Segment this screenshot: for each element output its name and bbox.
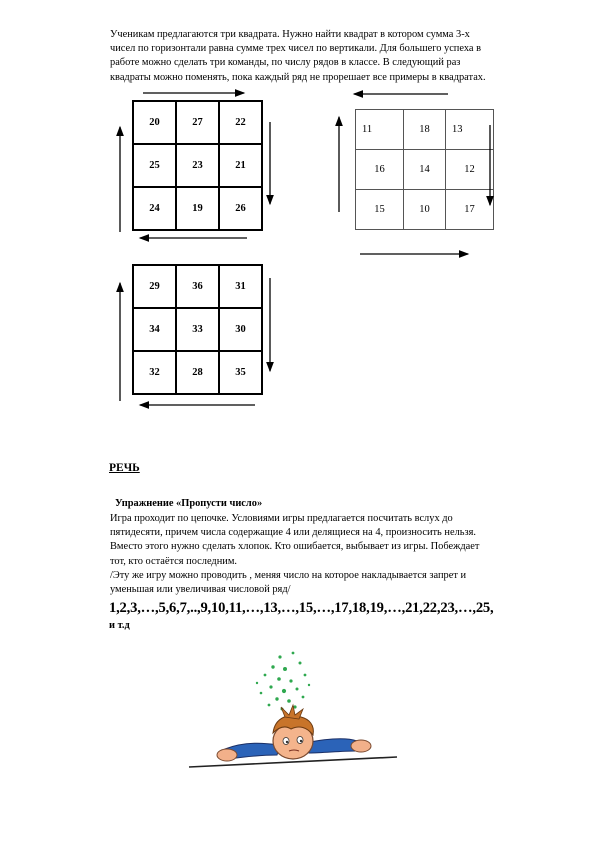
square-cell: 19	[176, 187, 219, 230]
intro-line: работе можно сделать три команды, по числу рядов в классе. В следующий раз	[110, 57, 461, 69]
square-cell: 25	[133, 144, 176, 187]
intro-line: чисел по горизонтали равна сумме трех чисел по вертикали. Для большего успеха в	[110, 43, 482, 55]
square-cell: 33	[176, 308, 219, 351]
exercise-line: тот, кто остаётся последним.	[110, 555, 238, 567]
exercise-line: пятидесяти, причем числа содержащие 4 или делящиеся на 4, произносить нельзя.	[110, 527, 476, 539]
exercise-title: Упражнение «Пропусти число»	[115, 498, 263, 509]
section-heading: РЕЧЬ	[109, 462, 140, 474]
square-cell: 20	[133, 101, 176, 144]
square-cell: 22	[219, 101, 262, 144]
square-cell: 24	[133, 187, 176, 230]
exercise-line: уменьшая или увеличивая числовой ряд/	[110, 584, 291, 596]
square-cell: 17	[446, 190, 494, 230]
intro-line: квадраты можно поменять, пока каждый ряд не прорешает все примеры в квадратах.	[110, 71, 486, 83]
square-cell: 12	[446, 150, 494, 190]
square-cell: 30	[219, 308, 262, 351]
number-sequence: 1,2,3,…,5,6,7,..,9,10,11,…,13,…,15,…,17,18,19,…,21,22,23,…,25,	[109, 600, 494, 616]
sparkle-dots-icon	[256, 652, 310, 711]
sequence-end: и т.д	[109, 620, 130, 631]
square-cell: 18	[404, 110, 446, 150]
square-cell: 13	[446, 110, 494, 150]
square-cell: 16	[356, 150, 404, 190]
thinking-boy-clipart-icon	[185, 645, 405, 775]
exercise-paragraph	[110, 512, 580, 597]
square-cell: 32	[133, 351, 176, 394]
square-cell: 14	[404, 150, 446, 190]
intro-line: Ученикам предлагаются три квадрата. Нужно найти квадрат в котором сумма 3-х	[110, 29, 470, 40]
square-cell: 21	[219, 144, 262, 187]
exercise-line: Игра проходит по цепочке. Условиями игры предлагается посчитать вслух до	[110, 513, 453, 524]
square-cell: 23	[176, 144, 219, 187]
square-cell: 31	[219, 265, 262, 308]
exercise-line: /Эту же игру можно проводить , меняя число на которое накладывается запрет и	[110, 569, 467, 581]
square-cell: 26	[219, 187, 262, 230]
exercise-line: Вместо этого нужно сделать хлопок. Кто ошибается, выбывает из игры. Побеждает	[110, 541, 480, 553]
square-cell: 28	[176, 351, 219, 394]
square-cell: 27	[176, 101, 219, 144]
square-cell: 34	[133, 308, 176, 351]
square-cell: 29	[133, 265, 176, 308]
square-cell: 15	[356, 190, 404, 230]
square-cell: 36	[176, 265, 219, 308]
square-cell: 10	[404, 190, 446, 230]
square-cell: 11	[356, 110, 404, 150]
square-cell: 35	[219, 351, 262, 394]
